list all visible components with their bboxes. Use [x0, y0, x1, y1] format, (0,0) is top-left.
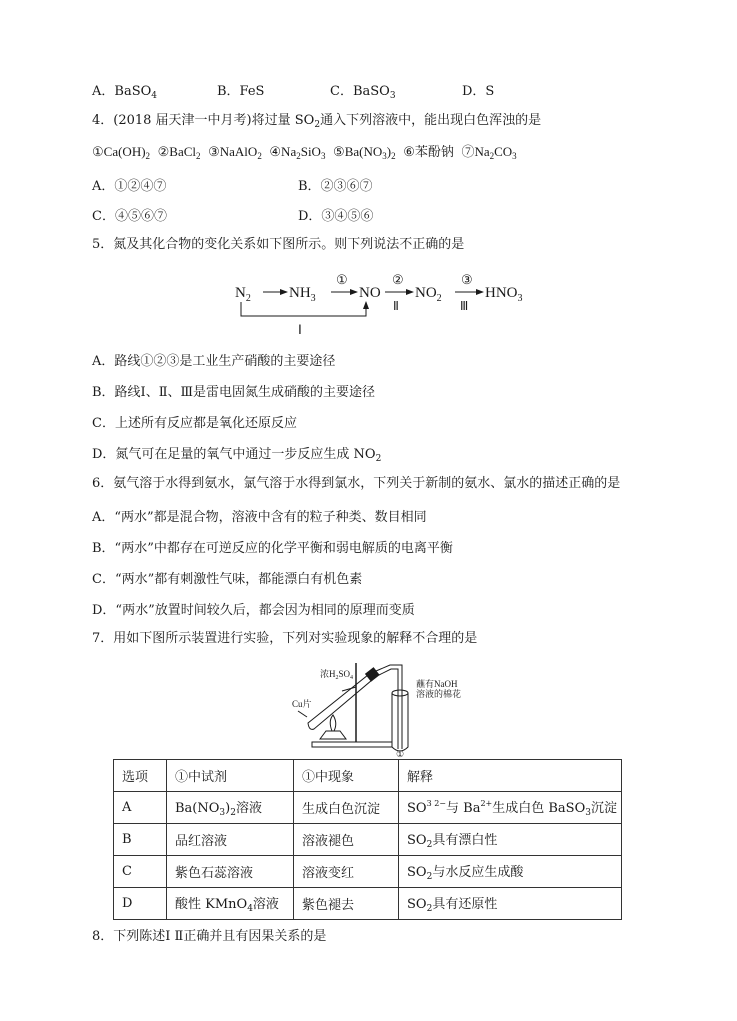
- q3-option-c: C．BaSO$_3$: [330, 84, 396, 101]
- q3-option-b: B．FeS: [217, 84, 265, 99]
- table-cell: 紫色褪去: [294, 888, 399, 920]
- roman-2-label: Ⅱ: [393, 299, 399, 313]
- q8-stem: 8．下列陈述Ⅰ Ⅱ正确并且有因果关系的是: [92, 929, 327, 944]
- table-cell: 品红溶液: [167, 824, 294, 856]
- table-cell: A: [114, 792, 167, 824]
- table-header: 选项: [114, 760, 167, 792]
- q5-option-d: D．氮气可在足量的氧气中通过一步反应生成 $NO_2$: [92, 447, 382, 464]
- table-cell: 溶液褪色: [294, 824, 399, 856]
- q6-stem: 6．氨气溶于水得到氨水，氯气溶于水得到氯水，下列关于新制的氨水、氯水的描述正确的是: [92, 476, 621, 491]
- table-header-row: [114, 760, 622, 792]
- table-header: 解释: [399, 760, 622, 792]
- no2-label: $NO_2$: [415, 285, 442, 304]
- q6-option-b: B．“两水”中都存在可逆反应的化学平衡和弱电解质的电离平衡: [92, 541, 453, 556]
- q3-option-a: A．BaSO$_4$: [92, 84, 157, 101]
- table-row: [114, 856, 622, 888]
- q3-option-d: D．S: [462, 84, 495, 99]
- q6-option-a: A．“两水”都是混合物，溶液中含有的粒子种类、数目相同: [92, 510, 427, 525]
- nh3-label: $NH_3$: [289, 285, 316, 304]
- route-1-label: ①: [336, 272, 348, 287]
- cu-label: Cu片: [292, 699, 312, 709]
- table-row: [114, 888, 622, 920]
- q4-option-d: D．③④⑤⑥: [298, 209, 374, 224]
- cotton-plug: [392, 690, 408, 696]
- table-header: ①中现象: [294, 760, 399, 792]
- q7-stem: 7．用如下图所示装置进行实验，下列对实验现象的解释不合理的是: [92, 631, 478, 646]
- table-cell: C: [114, 856, 167, 888]
- table-cell: $SO^{3 2-}$与 $Ba^{2+}$生成白色 BaSO$_3$沉淀: [399, 792, 622, 824]
- q4-option-c: C．④⑤⑥⑦: [92, 209, 167, 224]
- q6-option-d: D．“两水”放置时间较久后，都会因为相同的原理而变质: [92, 603, 415, 618]
- n2-label: $N_2$: [235, 285, 251, 304]
- hno3-label: $HNO_3$: [485, 285, 523, 304]
- q5-stem: 5．氮及其化合物的变化关系如下图所示。则下列说法不正确的是: [92, 237, 465, 252]
- table-cell: 溶液变红: [294, 856, 399, 888]
- route-1-bracket: [241, 302, 366, 316]
- cotton-label-1: 蘸有NaOH: [416, 679, 458, 689]
- q5-option-a: A．路线①②③是工业生产硝酸的主要途径: [92, 354, 336, 369]
- no-label: NO: [359, 285, 381, 301]
- q7-table: [113, 759, 622, 920]
- q4-items: $①Ca(OH)_2$ ②BaCl$_2$ ③NaAlO$_2$ $④Na_2SiO_3$ $⑤Ba(NO_3)_2$ ⑥苯酚钠 $⑦Na_2CO_3$: [92, 144, 517, 161]
- q5-option-c: C．上述所有反应都是氧化还原反应: [92, 416, 297, 431]
- table-row: [114, 792, 622, 824]
- table-cell: $SO_2$具有漂白性: [399, 824, 622, 856]
- flame: [330, 715, 336, 731]
- table-cell: 紫色石蕊溶液: [167, 856, 294, 888]
- roman-3-label: Ⅲ: [460, 299, 469, 313]
- acid-label: 浓$H_2SO_4$: [320, 669, 354, 681]
- cotton-label-2: 溶液的棉花: [416, 689, 462, 699]
- alcohol-lamp: [320, 731, 346, 739]
- table-cell: D: [114, 888, 167, 920]
- table-cell: $SO_2$与水反应生成酸: [399, 856, 622, 888]
- table-cell: 酸性 KMnO$_4$溶液: [167, 888, 294, 920]
- table-row: [114, 824, 622, 856]
- delivery-tube-inner: [379, 669, 398, 749]
- reaction-tube: [308, 675, 372, 729]
- table-cell: B: [114, 824, 167, 856]
- cu-pointer-line: [298, 711, 307, 717]
- receiving-tube: [392, 693, 408, 751]
- q4-stem: 4．(2018 届天津一中月考)将过量 $SO_2$通入下列溶液中，能出现白色浑浊的是: [92, 113, 542, 130]
- table-cell: $SO_2$具有还原性: [399, 888, 622, 920]
- apparatus-diagram: [290, 657, 510, 759]
- q6-option-c: C．“两水”都有刺激性气味，都能漂白有机色素: [92, 572, 363, 587]
- route-2-label: ②: [392, 272, 404, 287]
- q5-option-b: B．路线Ⅰ、Ⅱ、Ⅲ是雷电固氮生成硝酸的主要途径: [92, 385, 376, 400]
- q4-option-b: B．②③⑥⑦: [298, 179, 373, 194]
- roman-1-label: Ⅰ: [298, 322, 302, 337]
- table-cell: 生成白色沉淀: [294, 792, 399, 824]
- stand-base: [312, 742, 392, 747]
- route-3-label: ③: [461, 272, 473, 287]
- tube-stopper: [366, 668, 379, 681]
- nitrogen-cycle-diagram: [225, 268, 545, 338]
- table-header: ①中试剂: [167, 760, 294, 792]
- table-cell: $Ba(NO_3)_2$溶液: [167, 792, 294, 824]
- q4-option-a: A．①②④⑦: [92, 179, 167, 194]
- tube-mark: ①: [396, 749, 405, 759]
